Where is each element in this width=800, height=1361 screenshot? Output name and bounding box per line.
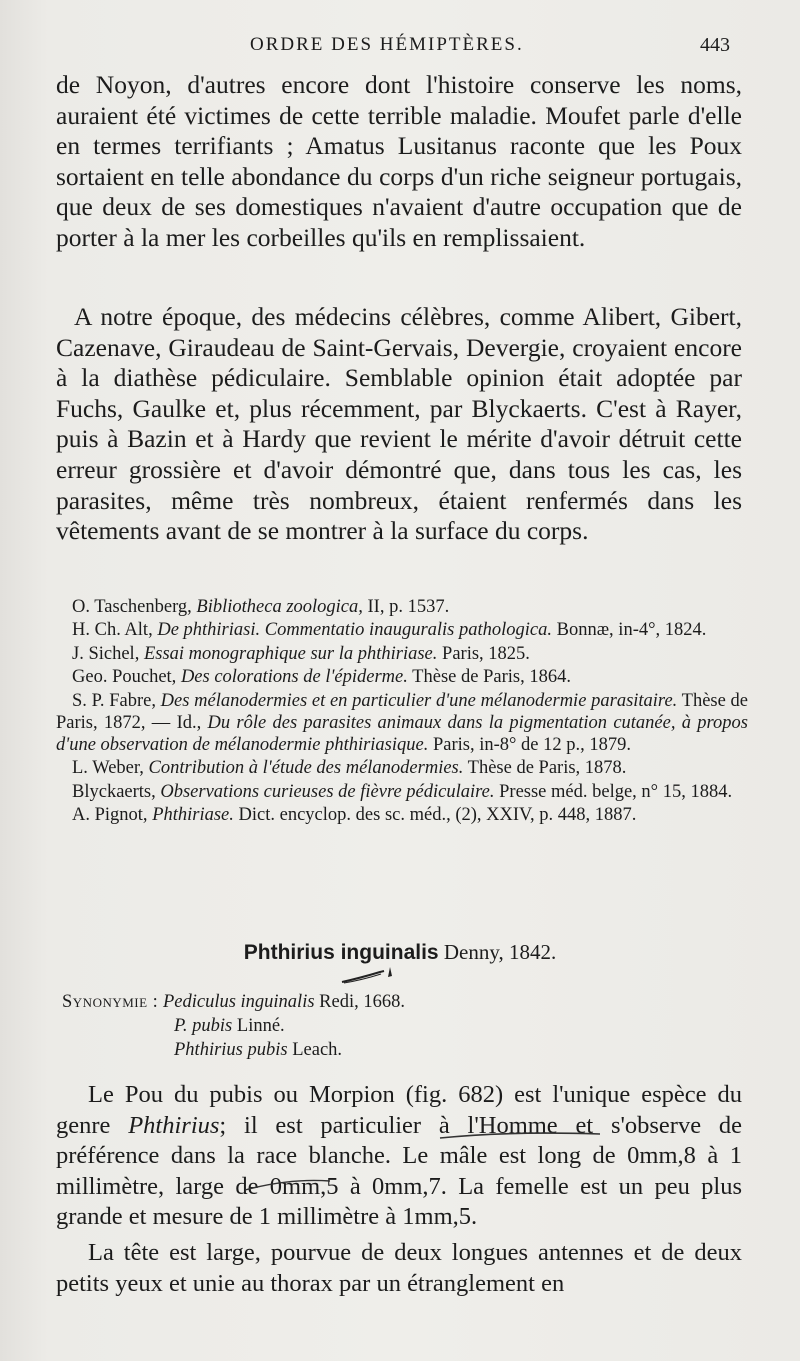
reference-item: L. Weber, Contribution à l'étude des mélanodermies. Thèse de Paris, 1878. <box>72 758 627 779</box>
species-authority: Denny, 1842. <box>443 940 557 964</box>
synonymy-line <box>62 1014 702 1038</box>
paragraph-noyon: de Noyon, d'autres encore dont l'histoire conserve les noms, auraient été victimes de cette terrible maladie. Moufet parle d'elle en termes terrifiants ; Amatus Lusitanus raconte que les Poux sortaient en telle abondance du corps d'un riche seigneur portugais, que deux de ses domestiques n'avaient d'autre occupation que de porter à la mer les corbeilles qu'ils en remplissaient. <box>56 70 742 252</box>
reference-item: S. P. Fabre, Des mélanodermies et en particulier d'une mélanodermie parasitaire. Thèse de Paris, 1872, — Id., Du rôle des parasites animaux dans la pigmentation cutanée, à propos d'une observation de mélanodermie phthiriasique. Paris, in-8° de 12 p., 1879. <box>56 690 749 755</box>
reference-item: Blyckaerts, Observations curieuses de fièvre pédiculaire. Presse méd. belge, n° 15, 1884. <box>72 781 733 802</box>
running-title: ORDRE DES HÉMIPTÈRES. <box>250 34 524 55</box>
paragraph-pou-du-pubis: Le Pou du pubis ou Morpion (fig. 682) est l'unique espèce du genre Phthirius; il est particulier à l'Homme et s'observe de préférence dans la race blanche. Le mâle est long de 0mm,8 à 1 millimètre, large de 0mm,5 à 0mm,7. La femelle est un peu plus grande et mesure de 1 millimètre à 1mm,5. <box>56 1081 742 1230</box>
synonym-name: P. pubis <box>174 1016 233 1036</box>
reference-item: A. Pignot, Phthiriase. Dict. encyclop. des sc. méd., (2), XXIV, p. 448, 1887. <box>72 805 637 826</box>
species-name: Phthirius inguinalis <box>243 941 439 964</box>
reference-item: O. Taschenberg, Bibliotheca zoologica, II, p. 1537. <box>72 597 450 617</box>
synonym-name: Pediculus inguinalis <box>162 992 315 1012</box>
reference-item: J. Sichel, Essai monographique sur la phthiriase. Paris, 1825. <box>72 643 530 664</box>
bibliography <box>56 596 748 828</box>
synonymy-block <box>62 990 702 1062</box>
synonym-authority: Linné. <box>236 1016 285 1036</box>
reference-item: Geo. Pouchet, Des colorations de l'épiderme. Thèse de Paris, 1864. <box>72 667 571 688</box>
paragraph-notre-epoque: A notre époque, des médecins célèbres, comme Alibert, Gibert, Cazenave, Giraudeau de Saint-Gervais, Devergie, croyaient encore à la diathèse pédiculaire. Semblable opinion était adoptée par Fuchs, Gaulke et, plus récemment, par Blyckaerts. C'est à Rayer, puis à Bazin et à Hardy que revient le mérite d'avoir détruit cette erreur grossière et d'avoir démontré que, dans tous les cas, les parasites, même très nombreux, étaient renfermés dans les vêtements avant de se montrer à la surface du corps. <box>56 302 742 546</box>
synonym-authority: Redi, 1668. <box>319 992 405 1012</box>
synonym-name: Phthirius pubis <box>174 1040 288 1060</box>
synonymy-label: Synonymie : <box>62 992 159 1012</box>
synonymy-line <box>62 1038 702 1062</box>
synonymy-line <box>62 990 702 1014</box>
heading-ornament <box>340 964 400 986</box>
paragraph-la-tete: La tête est large, pourvue de deux longues antennes et de deux petits yeux et unie au thorax par un étranglement en <box>56 1239 742 1297</box>
page-header <box>250 34 730 64</box>
species-heading <box>0 940 800 965</box>
synonym-authority: Leach. <box>292 1040 343 1060</box>
reference-item: H. Ch. Alt, De phthiriasi. Commentatio inauguralis pathologica. Bonnæ, in-4°, 1824. <box>72 620 707 641</box>
page-number: 443 <box>700 34 730 56</box>
